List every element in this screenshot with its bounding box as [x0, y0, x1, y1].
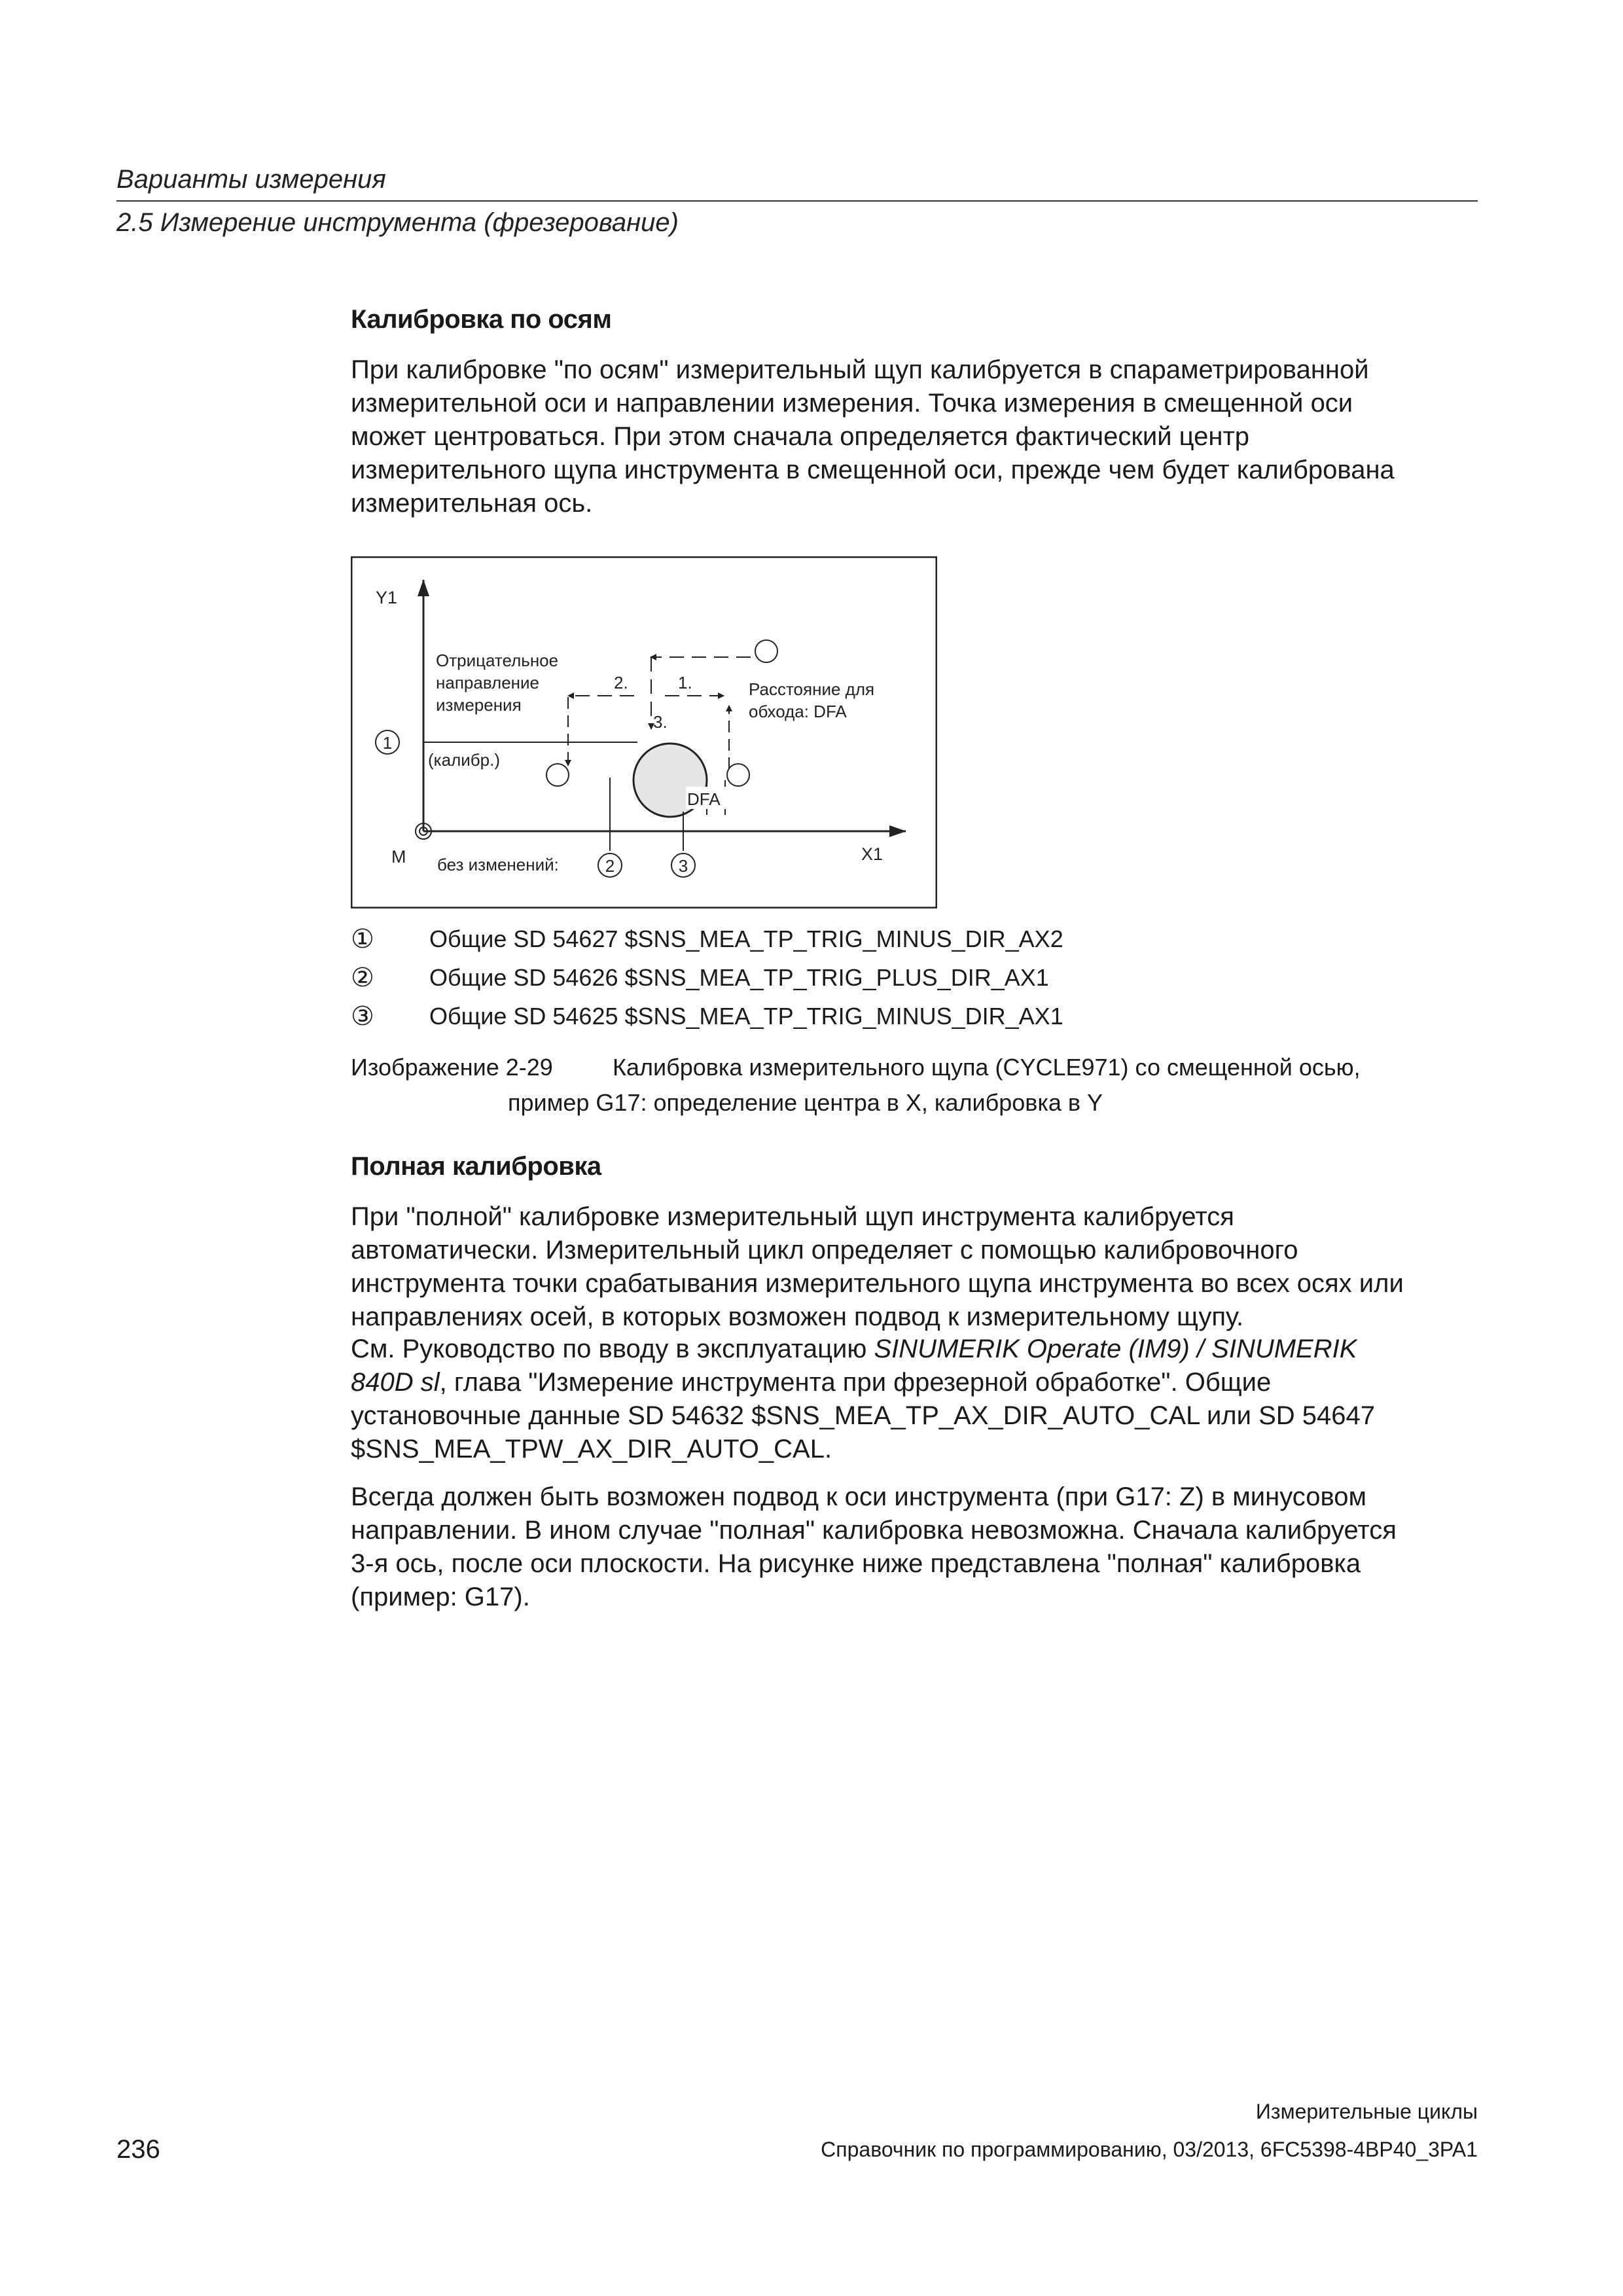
- origin-label: M: [391, 847, 406, 867]
- y-axis-label: Y1: [376, 588, 398, 607]
- figure-caption-line2: пример G17: определение центра в X, калибровка в Y: [508, 1089, 1103, 1116]
- reference-document-title-cont: 840D sl: [351, 1368, 440, 1397]
- distance-label-line2: обхода: DFA: [749, 702, 847, 721]
- x-axis-label: X1: [861, 844, 883, 864]
- text-line: $SNS_MEA_TPW_AX_DIR_AUTO_CAL.: [351, 1435, 832, 1463]
- text-line: направлениях осей, в которых возможен подвод к измерительному щупу.: [351, 1302, 1244, 1331]
- paragraph-full-calibration: [351, 1200, 1489, 1334]
- text-line: [351, 1366, 1489, 1399]
- reference-document-title: SINUMERIK Operate (IM9) / SINUMERIK: [874, 1335, 1357, 1363]
- step-2-label: 2.: [614, 673, 628, 692]
- legend-marker: ①: [351, 925, 374, 954]
- marker-3-label: 3: [678, 856, 688, 876]
- text-line: При "полной" калибровке измерительный щуп инструмента калибруется: [351, 1202, 1234, 1231]
- legend-marker: ②: [351, 963, 374, 992]
- text-line: измерительной оси и направлении измерения. Точка измерения в смещенной оси: [351, 389, 1353, 418]
- text-line: может центроваться. При этом сначала определяется фактический центр: [351, 422, 1250, 451]
- text-line: [351, 1333, 1489, 1366]
- header-rule: [116, 200, 1478, 202]
- reference-text-cont: , глава "Измерение инструмента при фрезерной обработке". Общие: [439, 1368, 1272, 1397]
- text-line: инструмента точки срабатывания измерительного щупа инструмента во всех осях или: [351, 1269, 1404, 1298]
- step-3-label: 3.: [653, 712, 668, 732]
- text-line: (пример: G17).: [351, 1583, 530, 1611]
- dfa-label: DFA: [687, 789, 721, 809]
- text-line: измерительная ось.: [351, 489, 593, 518]
- text-line: автоматически. Измерительный цикл определяет с помощью калибровочного: [351, 1236, 1298, 1265]
- footer-title: Измерительные циклы: [1255, 2100, 1478, 2123]
- header-chapter: Варианты измерения: [116, 165, 386, 194]
- section-heading-full-calibration: Полная калибровка: [351, 1152, 601, 1181]
- legend-text: Общие SD 54626 $SNS_MEA_TP_TRIG_PLUS_DIR_AX1: [429, 964, 1049, 991]
- footer-reference: Справочник по программированию, 03/2013, 6FC5398-4BP40_3PA1: [821, 2138, 1478, 2161]
- calibration-diagram: [351, 556, 937, 908]
- negative-direction-label-line3: измерения: [436, 695, 522, 715]
- marker-2-label: 2: [605, 856, 615, 876]
- text-line: направлении. В ином случае "полная" калибровка невозможна. Сначала калибруется: [351, 1516, 1397, 1545]
- text-line: измерительного щупа инструмента в смещенной оси, прежде чем будет калиброванa: [351, 456, 1395, 484]
- distance-label-line1: Расстояние для: [749, 679, 875, 699]
- reference-text: См. Руководство по вводу в эксплуатацию: [351, 1335, 874, 1363]
- legend-text: Общие SD 54627 $SNS_MEA_TP_TRIG_MINUS_DIR_AX2: [429, 925, 1063, 952]
- unchanged-label: без изменений:: [437, 855, 559, 874]
- legend-marker: ③: [351, 1002, 374, 1031]
- negative-direction-label-line2: направление: [436, 673, 540, 692]
- negative-direction-label-line1: Отрицательное: [436, 651, 559, 670]
- paragraph-axis-calibration: [351, 353, 1489, 520]
- legend-text: Общие SD 54625 $SNS_MEA_TP_TRIG_MINUS_DIR_AX1: [429, 1003, 1063, 1030]
- figure-caption-line1: Калибровка измерительного щупа (CYCLE971) со смещенной осью,: [613, 1054, 1361, 1081]
- text-line: 3-я ось, после оси плоскости. На рисунке ниже представлена "полная" калибровка: [351, 1549, 1361, 1578]
- header-section: 2.5 Измерение инструмента (фрезерование): [116, 208, 679, 237]
- figure-caption-label: Изображение 2-29: [351, 1054, 553, 1081]
- paragraph-reference: [351, 1333, 1489, 1466]
- text-line: При калибровке "по осям" измерительный щуп калибруется в спараметрированной: [351, 355, 1369, 384]
- page-number: 236: [116, 2135, 160, 2164]
- step-1-label: 1.: [678, 673, 692, 692]
- calibration-label: (калибр.): [428, 750, 500, 770]
- section-heading-axis-calibration: Калибровка по осям: [351, 305, 612, 334]
- marker-1-label: 1: [382, 733, 393, 753]
- paragraph-tool-axis: [351, 1480, 1489, 1614]
- text-line: Всегда должен быть возможен подвод к оси инструмента (при G17: Z) в минусовом: [351, 1482, 1366, 1511]
- text-line: установочные данные SD 54632 $SNS_MEA_TP_AX_DIR_AUTO_CAL или SD 54647: [351, 1401, 1375, 1430]
